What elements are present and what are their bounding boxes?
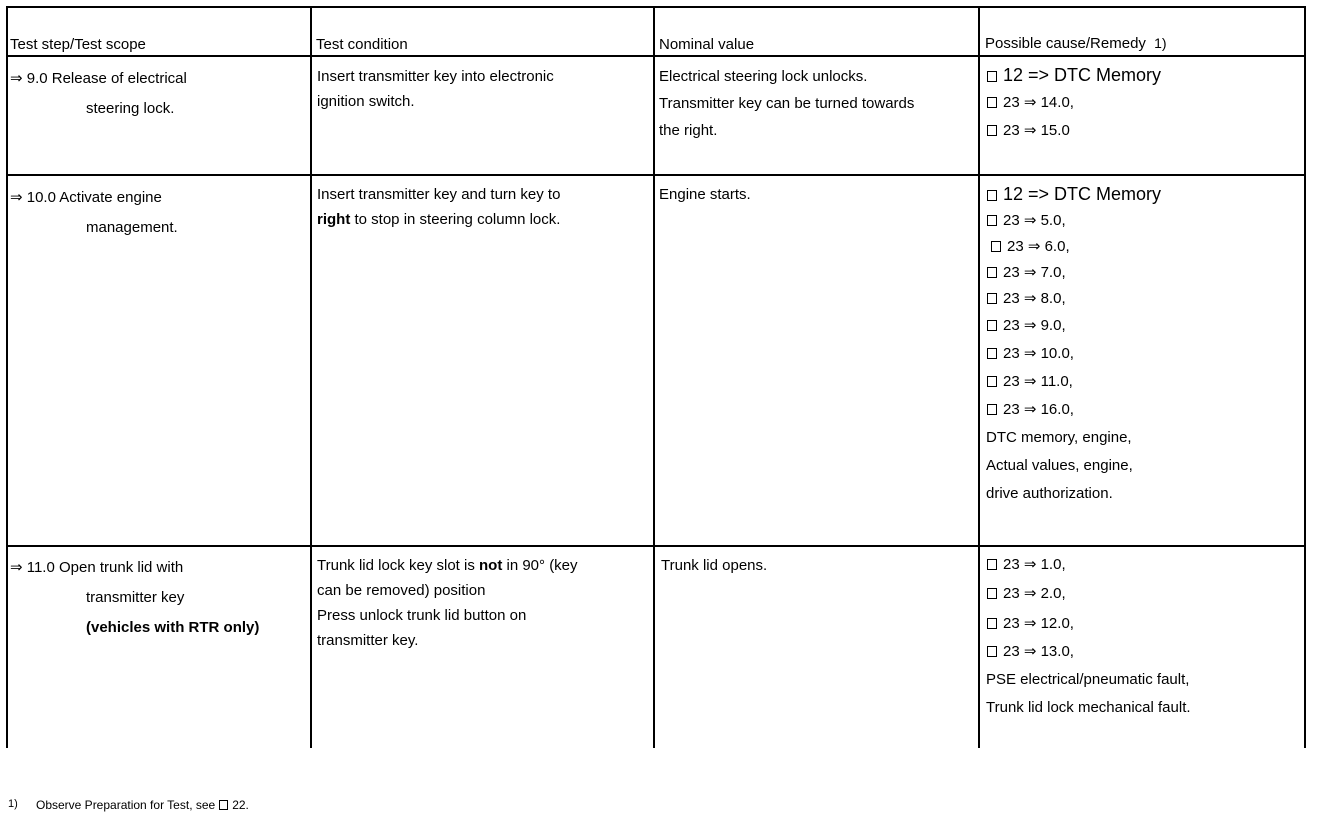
row-3-condition-line: transmitter key. bbox=[317, 632, 419, 649]
row-1-step-title: ⇒ 9.0 Release of electrical bbox=[10, 70, 187, 87]
header-possible-cause-label: Possible cause/Remedy bbox=[985, 35, 1146, 52]
row-3-condition-line: Trunk lid lock key slot is not in 90° (key bbox=[317, 557, 578, 574]
page-reference-box-icon bbox=[987, 215, 997, 226]
table-border-right bbox=[1304, 6, 1306, 748]
cause-reference: 23 ⇒ 7.0, bbox=[987, 260, 1161, 286]
cause-reference: 23 ⇒ 1.0, bbox=[987, 552, 1191, 578]
page-reference-box-icon bbox=[987, 267, 997, 278]
row-1-condition-line: ignition switch. bbox=[317, 93, 415, 110]
footnote-text: Observe Preparation for Test, see bbox=[36, 798, 216, 812]
cause-reference: 23 ⇒ 16.0, bbox=[987, 396, 1161, 424]
row-3-nominal-line: Trunk lid opens. bbox=[661, 557, 768, 574]
row-3-possible-cause bbox=[987, 552, 1191, 722]
page-reference-box-icon bbox=[987, 404, 997, 415]
page-reference-box-icon bbox=[987, 559, 997, 570]
cause-note: Actual values, engine, bbox=[986, 457, 1133, 474]
table-border-left bbox=[6, 6, 8, 748]
cause-reference: 23 ⇒ 8.0, bbox=[987, 286, 1161, 312]
cause-reference: 23 ⇒ 5.0, bbox=[987, 208, 1161, 234]
page-reference-box-icon bbox=[991, 241, 1001, 252]
row-1-possible-cause bbox=[987, 61, 1161, 145]
row-2-test-step bbox=[10, 183, 178, 243]
header-test-step: Test step/Test scope bbox=[10, 36, 146, 53]
cause-note: Trunk lid lock mechanical fault. bbox=[986, 699, 1191, 716]
cause-reference: 23 ⇒ 13.0, bbox=[987, 638, 1191, 666]
row-3-nominal-value bbox=[661, 553, 767, 578]
row-3-condition-line: can be removed) position bbox=[317, 582, 486, 599]
row-3-test-condition bbox=[317, 553, 578, 653]
row-1-nominal-value bbox=[659, 63, 914, 144]
cause-note: DTC memory, engine, bbox=[986, 429, 1132, 446]
footnote bbox=[8, 798, 249, 812]
page-reference-box-icon bbox=[219, 800, 228, 810]
row-1-test-step bbox=[10, 64, 187, 124]
row-2-nominal-value bbox=[659, 182, 751, 207]
row-2-condition-line: right to stop in steering column lock. bbox=[317, 211, 561, 228]
cause-reference: 12 => DTC Memory bbox=[987, 61, 1161, 89]
row-3-step-title-cont: transmitter key bbox=[86, 589, 185, 606]
cause-reference: 23 ⇒ 14.0, bbox=[987, 89, 1161, 117]
row-1-nominal-line: Electrical steering lock unlocks. bbox=[659, 68, 868, 85]
row-divider bbox=[6, 174, 1306, 176]
footnote-page-ref: 22. bbox=[232, 798, 249, 812]
row-2-condition-line: Insert transmitter key and turn key to bbox=[317, 186, 561, 203]
page-reference-box-icon bbox=[987, 320, 997, 331]
row-3-step-qualifier: (vehicles with RTR only) bbox=[86, 619, 260, 636]
page-reference-box-icon bbox=[987, 376, 997, 387]
row-1-nominal-line: Transmitter key can be turned towards bbox=[659, 95, 915, 112]
header-footnote-marker: 1) bbox=[1154, 35, 1167, 51]
row-1-step-title-cont: steering lock. bbox=[86, 100, 175, 117]
page-reference-box-icon bbox=[987, 646, 997, 657]
header-possible-cause bbox=[985, 34, 1167, 53]
page-reference-box-icon bbox=[987, 618, 997, 629]
row-3-test-step bbox=[10, 553, 259, 643]
header-divider bbox=[6, 55, 1306, 57]
row-2-nominal-line: Engine starts. bbox=[659, 186, 751, 203]
row-1-condition-line: Insert transmitter key into electronic bbox=[317, 68, 554, 85]
page-reference-box-icon bbox=[987, 348, 997, 359]
header-nominal-value: Nominal value bbox=[659, 36, 755, 53]
row-1-test-condition bbox=[317, 64, 554, 114]
cause-reference: 23 ⇒ 12.0, bbox=[987, 610, 1191, 638]
cause-note: PSE electrical/pneumatic fault, bbox=[986, 671, 1190, 688]
column-divider bbox=[653, 6, 655, 748]
row-2-test-condition bbox=[317, 182, 560, 232]
page-reference-box-icon bbox=[987, 125, 997, 136]
header-test-condition: Test condition bbox=[316, 36, 408, 53]
cause-reference: 23 ⇒ 9.0, bbox=[987, 312, 1161, 340]
column-divider bbox=[978, 6, 980, 748]
cause-reference: 23 ⇒ 10.0, bbox=[987, 340, 1161, 368]
row-2-possible-cause bbox=[987, 180, 1161, 508]
row-2-step-title: ⇒ 10.0 Activate engine bbox=[10, 189, 162, 206]
page-reference-box-icon bbox=[987, 71, 997, 82]
cause-reference: 23 ⇒ 15.0 bbox=[987, 117, 1161, 145]
cause-reference: 23 ⇒ 11.0, bbox=[987, 368, 1161, 396]
row-3-step-title: ⇒ 11.0 Open trunk lid with bbox=[10, 559, 184, 576]
footnote-number: 1) bbox=[8, 798, 18, 810]
cause-reference: 23 ⇒ 6.0, bbox=[987, 234, 1161, 260]
cause-note: drive authorization. bbox=[986, 485, 1113, 502]
page-reference-box-icon bbox=[987, 293, 997, 304]
row-1-nominal-line: the right. bbox=[659, 122, 718, 139]
table-border-top bbox=[6, 6, 1306, 8]
row-3-condition-line: Press unlock trunk lid button on bbox=[317, 607, 527, 624]
cause-reference: 12 => DTC Memory bbox=[987, 180, 1161, 208]
column-divider bbox=[310, 6, 312, 748]
page-reference-box-icon bbox=[987, 588, 997, 599]
page-reference-box-icon bbox=[987, 97, 997, 108]
row-divider bbox=[6, 545, 1306, 547]
page-reference-box-icon bbox=[987, 190, 997, 201]
row-2-step-title-cont: management. bbox=[86, 219, 178, 236]
cause-reference: 23 ⇒ 2.0, bbox=[987, 578, 1191, 610]
